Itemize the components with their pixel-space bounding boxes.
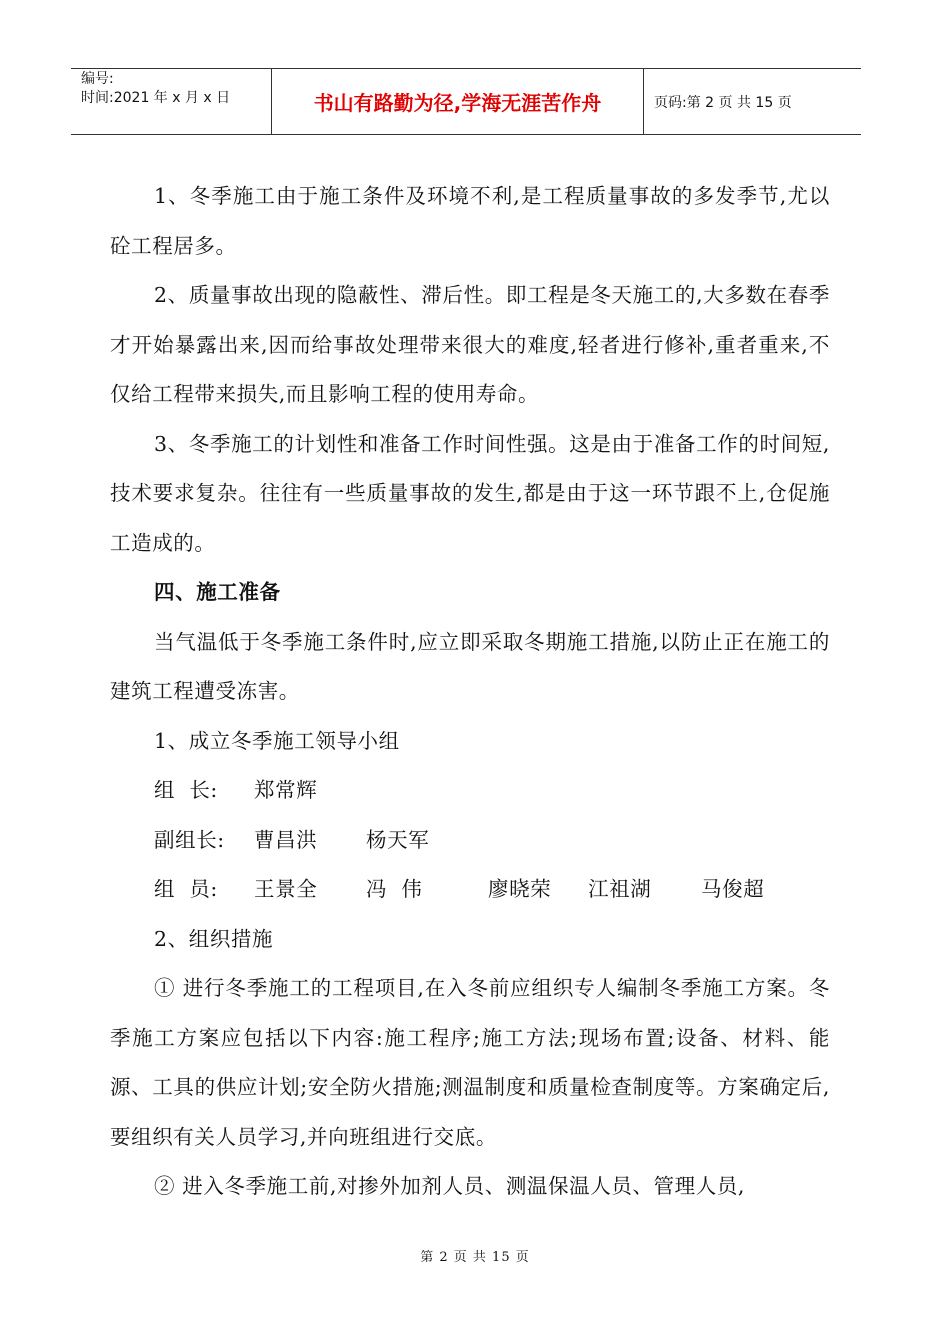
leader-row: [110, 766, 830, 816]
paragraph-6: 2、组织措施: [154, 926, 274, 951]
header-motto: 书山有路勤为径,学海无涯苦作舟: [271, 69, 644, 134]
paragraph-4: 当气温低于冬季施工条件时,应立即采取冬期施工措施,以防止正在施工的建筑工程遭受冻害。: [110, 629, 830, 703]
page-value: 第 2 页 共 15 页: [686, 94, 792, 111]
member-name-3: 廖晓荣: [488, 877, 552, 901]
header-page-info: [644, 69, 861, 134]
paragraph-8: ② 进入冬季施工前,对掺外加剂人员、测温保温人员、管理人员,: [154, 1174, 746, 1198]
vice-name-2: 杨天军: [366, 827, 430, 852]
document-number-label: 编号:: [81, 71, 114, 87]
vice-label: 副组长:: [154, 827, 225, 852]
paragraph-1: 1、冬季施工由于施工条件及环境不利,是工程质量事故的多发季节,尤以砼工程居多。: [110, 184, 830, 258]
member-label: 组 员:: [154, 877, 218, 901]
vice-leader-row: [110, 816, 830, 866]
section-heading: 四、施工准备: [154, 580, 281, 604]
member-name-2: 冯 伟: [366, 877, 423, 901]
page-label: 页码:: [654, 94, 687, 111]
page-header: [71, 68, 861, 135]
document-body: [110, 172, 830, 1212]
paragraph-7: ① 进行冬季施工的工程项目,在入冬前应组织专人编制冬季施工方案。冬季施工方案应包括以下内容:施工程序;施工方法;现场布置;设备、材料、能源、工具的供应计划;安全防火措施;测温制度和质量检查制度等。方案确定后,要组织有关人员学习,并向班组进行交底。: [110, 976, 830, 1149]
leader-label: 组 长:: [154, 778, 218, 802]
member-row: [110, 865, 830, 915]
header-meta: [71, 69, 271, 134]
page-footer: [0, 1246, 950, 1265]
member-name-1: 王景全: [254, 877, 318, 901]
member-name-4: 江祖湖: [588, 877, 652, 901]
footer-page-number: 第 2 页 共 15 页: [420, 1250, 530, 1265]
paragraph-2: 2、质量事故出现的隐蔽性、滞后性。即工程是冬天施工的,大多数在春季才开始暴露出来,因而给事故处理带来很大的难度,轻者进行修补,重者重来,不仅给工程带来损失,而且影响工程的使用寿命。: [110, 283, 830, 406]
paragraph-5: 1、成立冬季施工领导小组: [154, 728, 400, 753]
member-name-5: 马俊超: [701, 877, 765, 901]
document-time-label: 时间:2021 年 x 月 x 日: [81, 90, 231, 106]
vice-name-1: 曹昌洪: [254, 827, 318, 852]
leader-name: 郑常辉: [254, 778, 318, 802]
paragraph-3: 3、冬季施工的计划性和准备工作时间性强。这是由于准备工作的时间短,技术要求复杂。往往有一些质量事故的发生,都是由于这一环节跟不上,仓促施工造成的。: [110, 431, 830, 555]
